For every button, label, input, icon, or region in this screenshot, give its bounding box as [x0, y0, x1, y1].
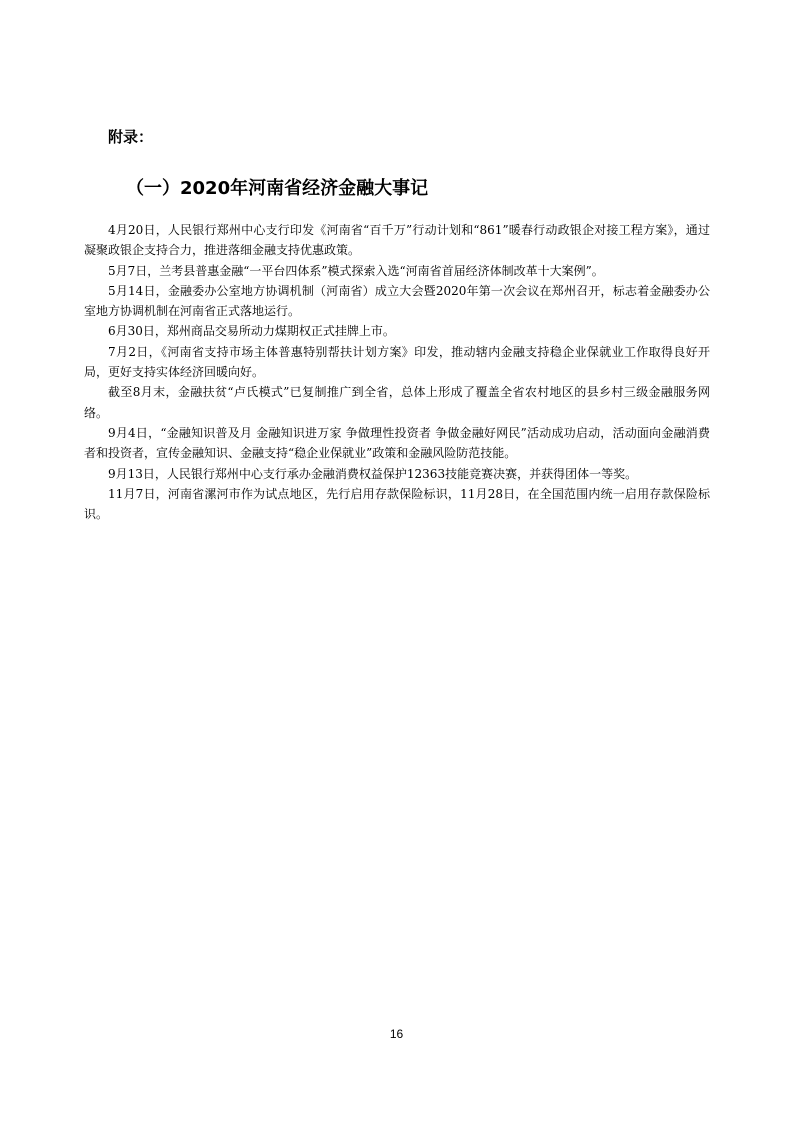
events-list — [84, 220, 710, 524]
event-paragraph: 5月14日，金融委办公室地方协调机制（河南省）成立大会暨2020年第一次会议在郑州召开，标志着金融委办公室地方协调机制在河南省正式落地运行。 — [84, 283, 710, 319]
event-paragraph: 4月20日，人民银行郑州中心支行印发《河南省“百千万”行动计划和“861”暖春行动政银企对接工程方案》，通过凝聚政银企支持合力，推进落细金融支持优惠政策。 — [84, 223, 710, 258]
event-paragraph: 9月13日，人民银行郑州中心支行承办金融消费权益保护12363技能竞赛决赛，并获得团体一等奖。 — [108, 466, 638, 481]
page-number: 16 — [389, 1027, 404, 1041]
event-paragraph: 11月7日，河南省漯河市作为试点地区，先行启用存款保险标识，11月28日，在全国范围内统一启用存款保险标识。 — [84, 486, 710, 522]
appendix-label: 附录： — [108, 128, 154, 146]
event-paragraph: 5月7日，兰考县普惠金融“一平台四体系”模式探索入选“河南省首届经济体制改革十大案例”。 — [108, 263, 604, 278]
event-paragraph: 9月4日，“金融知识普及月 金融知识进万家 争做理性投资者 争做金融好网民”活动成功启动，活动面向金融消费者和投资者，宣传金融知识、金融支持“稳企业保就业”政策和金融风险防范技能。 — [84, 425, 710, 461]
section-title: （一）2020年河南省经济金融大事记 — [126, 178, 429, 199]
event-paragraph: 6月30日，郑州商品交易所动力煤期权正式挂牌上市。 — [108, 324, 395, 339]
event-paragraph: 截至8月末，金融扶贫“卢氏模式”已复制推广到全省，总体上形成了覆盖全省农村地区的县乡村三级金融服务网络。 — [84, 385, 710, 420]
event-paragraph: 7月2日，《河南省支持市场主体普惠特别帮扶计划方案》印发，推动辖内金融支持稳企业保就业工作取得良好开局，更好支持实体经济回暖向好。 — [84, 344, 710, 380]
